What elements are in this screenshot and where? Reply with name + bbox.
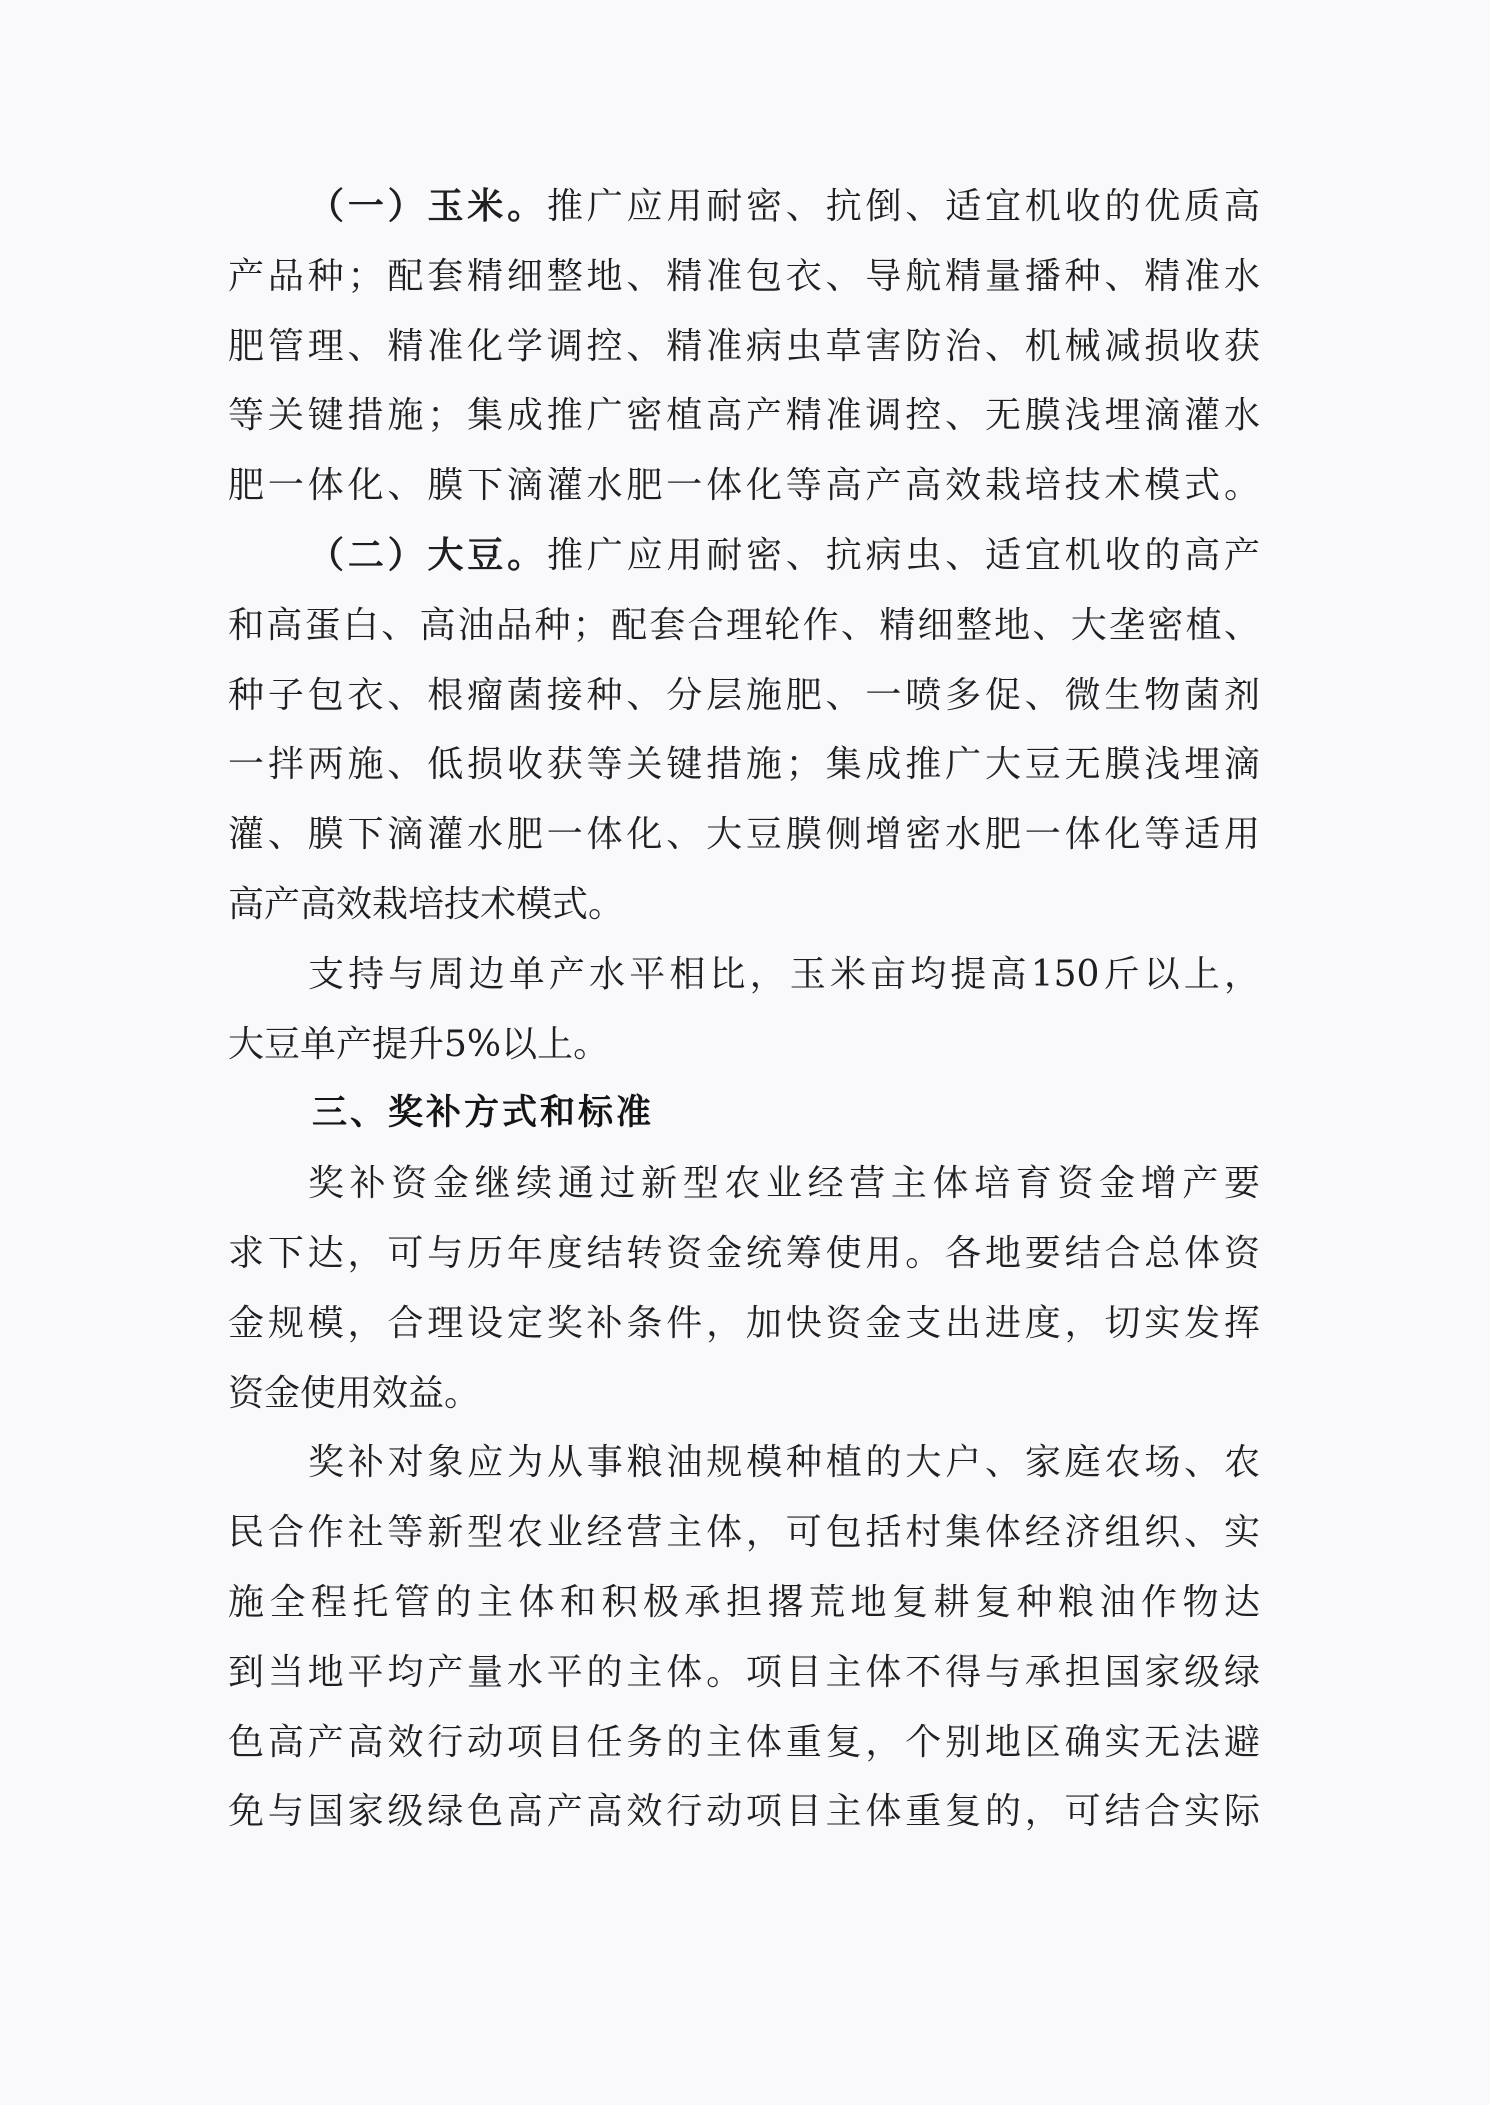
document-body: [228, 172, 1260, 1847]
line-text: 高产高效栽培技术模式。: [228, 883, 625, 925]
corn-subheading: （一）玉米。: [308, 185, 547, 227]
line-text: 种子包衣、根瘤菌接种、分层施肥、一喷多促、微生物菌剂: [228, 674, 1260, 716]
line-text: 色高产高效行动项目任务的主体重复，个别地区确实无法避: [228, 1721, 1260, 1763]
text-line: [228, 312, 1260, 382]
text-line: [228, 1289, 1260, 1359]
text-line: [228, 940, 1260, 1010]
text-line: [228, 1708, 1260, 1778]
text-line: [228, 381, 1260, 451]
line-text: 肥管理、精准化学调控、精准病虫草害防治、机械减损收获: [228, 325, 1260, 367]
text-line: [228, 591, 1260, 661]
line-text: 等关键措施；集成推广密植高产精准调控、无膜浅埋滴灌水: [228, 395, 1260, 437]
line-text: 和高蛋白、高油品种；配套合理轮作、精细整地、大垄密植、: [228, 604, 1260, 646]
text-line: [228, 870, 1260, 940]
line-text: 奖补对象应为从事粮油规模种植的大户、家庭农场、农: [308, 1442, 1260, 1484]
text-line: [228, 242, 1260, 312]
line-text: 支持与周边单产水平相比，玉米亩均提高150斤以上，: [308, 953, 1260, 995]
line-text: 大豆单产提升5%以上。: [228, 1023, 610, 1065]
line-text: 推广应用耐密、抗病虫、适宜机收的高产: [546, 534, 1260, 576]
section-heading: 三、奖补方式和标准: [312, 1093, 655, 1134]
soybean-subheading: （二）大豆。: [308, 533, 547, 576]
text-line: [228, 661, 1260, 731]
line-text: 民合作社等新型农业经营主体，可包括村集体经济组织、实: [228, 1512, 1260, 1554]
text-line: [228, 1149, 1260, 1219]
line-text: 一拌两施、低损收获等关键措施；集成推广大豆无膜浅埋滴: [228, 744, 1260, 786]
line-text: 灌、膜下滴灌水肥一体化、大豆膜侧增密水肥一体化等适用: [228, 814, 1260, 856]
line-text: 资金使用效益。: [228, 1372, 481, 1414]
line-text: 推广应用耐密、抗倒、适宜机收的优质高: [546, 186, 1260, 227]
text-line: [228, 1010, 1260, 1080]
text-line: [228, 451, 1260, 521]
line-text: 产品种；配套精细整地、精准包衣、导航精量播种、精准水: [228, 255, 1260, 297]
text-line: [228, 730, 1260, 800]
line-text: 求下达，可与历年度结转资金统筹使用。各地要结合总体资: [228, 1232, 1260, 1274]
text-line: [228, 172, 1260, 242]
text-line: [228, 1428, 1260, 1498]
text-line: [228, 800, 1260, 870]
text-line: [228, 521, 1260, 591]
line-text: 免与国家级绿色高产高效行动项目主体重复的，可结合实际: [228, 1791, 1260, 1833]
line-text: 施全程托管的主体和积极承担撂荒地复耕复种粮油作物达: [228, 1581, 1260, 1623]
line-text: 到当地平均产量水平的主体。项目主体不得与承担国家级绿: [228, 1651, 1260, 1693]
line-text: 肥一体化、膜下滴灌水肥一体化等高产高效栽培技术模式。: [228, 465, 1260, 507]
text-line: [228, 1359, 1260, 1429]
text-line: [228, 1638, 1260, 1708]
line-text: 奖补资金继续通过新型农业经营主体培育资金增产要: [308, 1163, 1260, 1205]
line-text: 金规模，合理设定奖补条件，加快资金支出进度，切实发挥: [228, 1302, 1260, 1344]
text-line: [228, 1777, 1260, 1847]
text-line: [228, 1568, 1260, 1638]
text-line: [228, 1498, 1260, 1568]
text-line: [228, 1219, 1260, 1289]
